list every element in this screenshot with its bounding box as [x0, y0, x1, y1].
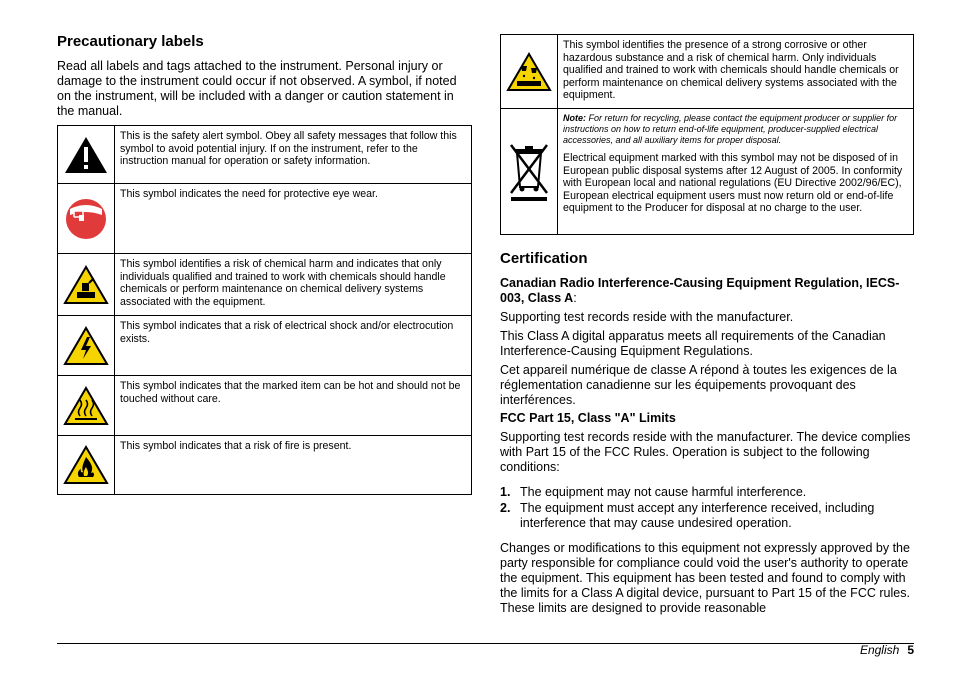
hazard-symbols-table	[500, 34, 914, 235]
symbol-row	[58, 184, 472, 254]
corrosive-icon	[501, 35, 558, 109]
symbol-row	[58, 316, 472, 376]
symbol-row	[58, 254, 472, 316]
recycling-note	[563, 113, 908, 146]
canada-heading-text: Canadian Radio Interference-Causing Equipment Regulation, IECS-003, Class A	[500, 276, 900, 305]
electrical-shock-icon	[58, 316, 115, 376]
symbol-description	[558, 109, 914, 235]
symbol-row	[58, 436, 472, 495]
fcc-heading: FCC Part 15, Class "A" Limits	[500, 411, 676, 425]
fcc-p1: Supporting test records reside with the manufacturer. The device complies with Part 15 of the FCC Rules. Operation is subject to the following conditions:	[500, 430, 911, 474]
symbol-description: This symbol indicates that the marked item can be hot and should not be touched without care.	[115, 376, 472, 436]
list-number: 2.	[500, 501, 511, 515]
fcc-conditions-list	[500, 485, 914, 532]
fire-hazard-icon	[58, 436, 115, 495]
page-footer	[860, 643, 914, 657]
hot-surface-icon	[58, 376, 115, 436]
footer-rule	[57, 643, 914, 644]
canada-p2: This Class A digital apparatus meets all requirements of the Canadian Interference-Causing Equipment Regulations.	[500, 329, 886, 358]
canada-regulation-heading	[500, 276, 914, 306]
safety-alert-icon	[58, 126, 115, 184]
list-text: The equipment may not cause harmful interference.	[520, 485, 807, 499]
canada-p1: Supporting test records reside with the manufacturer.	[500, 310, 794, 324]
symbol-row	[58, 376, 472, 436]
symbol-description: This symbol identifies the presence of a strong corrosive or other hazardous substance and a risk of chemical harm. Only individuals qualified and trained to work with chemicals should handle chemicals or perform maintenance on chemical delivery systems associated with the equipment.	[558, 35, 914, 109]
certification-heading: Certification	[500, 250, 588, 267]
symbol-description: This symbol indicates that a risk of electrical shock and/or electrocution exists.	[115, 316, 472, 376]
weee-description: Electrical equipment marked with this symbol may not be disposed of in European public disposal systems after 12 August of 2005. In conformity with European local and national regulations (EU Directive 2002/96/EC), European electrical equipment users must now return old or end-of-life equipment to the Producer for disposal at no charge to the user.	[563, 152, 903, 215]
symbol-row	[58, 126, 472, 184]
eye-protection-icon	[58, 184, 115, 254]
canada-heading-colon: :	[573, 291, 577, 305]
page-number: 5	[907, 643, 914, 657]
precautionary-labels-heading: Precautionary labels	[57, 33, 204, 50]
list-number: 1.	[500, 485, 511, 499]
note-label: Note:	[563, 113, 586, 123]
precautionary-intro: Read all labels and tags attached to the instrument. Personal injury or damage to the instrument could occur if not observed. A symbol, if noted on the instrument, will be included with a danger or caution statement in the manual.	[57, 59, 457, 118]
symbol-description: This is the safety alert symbol. Obey all safety messages that follow this symbol to avoid potential injury. If on the instrument, refer to the instruction manual for operation or safety information.	[115, 126, 472, 184]
weee-crossed-bin-icon	[501, 109, 558, 235]
list-item	[500, 501, 914, 531]
symbol-row	[501, 109, 914, 235]
symbol-description: This symbol indicates that a risk of fire is present.	[115, 436, 472, 495]
fcc-p2: Changes or modifications to this equipment not expressly approved by the party responsible for compliance could void the user's authority to operate the equipment. This equipment has been tested and found to comply with the limits for a Class A digital device, pursuant to Part 15 of the FCC rules. These limits are designed to provide reasonable	[500, 541, 910, 615]
precautionary-symbols-table	[57, 125, 472, 495]
symbol-description: This symbol indicates the need for protective eye wear.	[115, 184, 472, 254]
canada-p3-french: Cet appareil numérique de classe A répond à toutes les exigences de la réglementation canadienne sur les équipements provoquant des interférences.	[500, 363, 897, 407]
chemical-hazard-icon	[58, 254, 115, 316]
list-item	[500, 485, 914, 500]
note-text: For return for recycling, please contact the equipment producer or supplier for instructions on how to return end-of-life equipment, producer-supplied electrical accessories, and all auxiliary items for proper disposal.	[563, 113, 898, 145]
list-text: The equipment must accept any interference received, including interference that may cause undesired operation.	[520, 501, 875, 530]
footer-language: English	[859, 643, 900, 657]
symbol-row	[501, 35, 914, 109]
symbol-description: This symbol identifies a risk of chemical harm and indicates that only individuals qualified and trained to work with chemicals should handle chemicals or perform maintenance on chemical delivery systems associated with the equipment.	[115, 254, 472, 316]
